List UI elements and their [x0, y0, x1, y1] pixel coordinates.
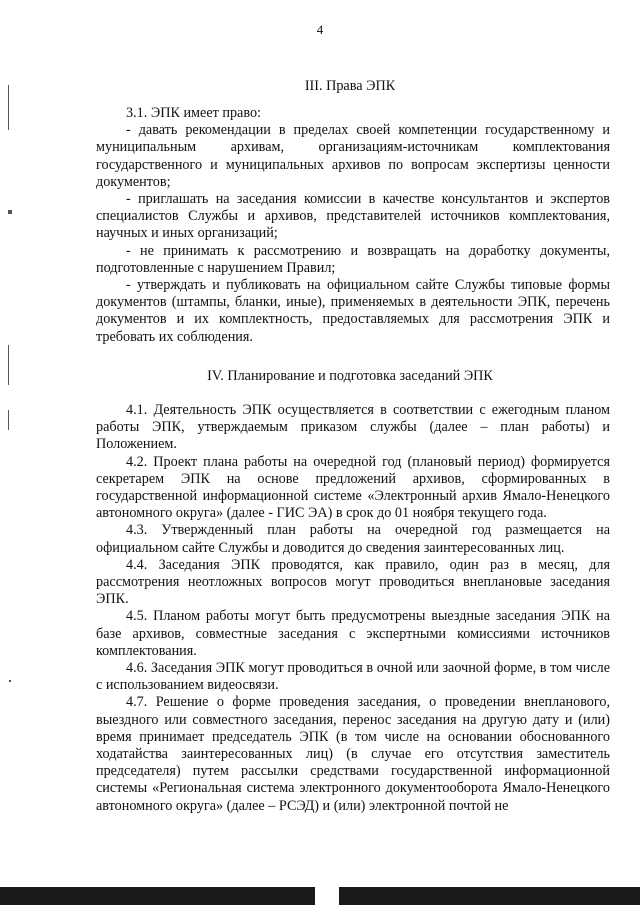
scan-mark: [8, 410, 9, 430]
scan-bottom-gap: [315, 887, 339, 905]
section-4-heading: IV. Планирование и подготовка заседаний ЭПК: [207, 368, 493, 384]
section-4-body: [96, 402, 610, 815]
paragraph-3-1-d: - утверждать и публиковать на официальном сайте Службы типовые формы документов (штампы, бланки, иные), применяемых в деятельности ЭПК, перечень документов и их комплектность, предоставляемых для рассмотрения ЭПК и требовать их соблюдения.: [96, 277, 610, 345]
scan-mark: [8, 345, 9, 385]
paragraph-4-6: 4.6. Заседания ЭПК могут проводиться в очной или заочной форме, в том числе с использованием видеосвязи.: [96, 660, 610, 694]
paragraph-4-3: 4.3. Утвержденный план работы на очередной год размещается на официальном сайте Службы и доводится до сведения заинтересованных лиц.: [96, 522, 610, 556]
paragraph-4-5: 4.5. Планом работы могут быть предусмотрены выездные заседания ЭПК на базе архивов, совместные заседания с экспертными комиссиями источников комплектования.: [96, 608, 610, 659]
paragraph-4-1: 4.1. Деятельность ЭПК осуществляется в соответствии с ежегодным планом работы ЭПК, утверждаемым приказом службы (далее – план работы) и Положением.: [96, 402, 610, 453]
scan-bottom-edge: [0, 887, 640, 905]
paragraph-3-1: 3.1. ЭПК имеет право:: [126, 105, 261, 121]
section-3-heading: III. Права ЭПК: [304, 78, 396, 94]
paragraph-3-1-b: - приглашать на заседания комиссии в качестве консультантов и экспертов специалистов Службы и архивов, представителей источников комплектования, научных и иных организаций;: [96, 191, 610, 242]
page-number: 4: [316, 22, 324, 37]
paragraph-3-1-c: - не принимать к рассмотрению и возвращать на доработку документы, подготовленные с нарушением Правил;: [96, 242, 610, 276]
paragraph-4-4: 4.4. Заседания ЭПК проводятся, как правило, один раз в месяц, для рассмотрения неотложных вопросов могут проводиться внеплановые заседания ЭПК.: [96, 556, 610, 608]
paragraph-4-7: 4.7. Решение о форме проведения заседания, о проведении внепланового, выездного или совместного заседания, перенос заседания на другую дату и (или) время принимает председатель ЭПК (в том числе на основании обоснованного ходатайства заинтересованных лиц) (в случае его отсутствия заместитель председателя) путем рассылки средствами государственной информационной системы «Региональная система электронного документооборота Ямало-Ненецкого автономного округа» (далее – РСЭД) и (или) электронной почтой не: [96, 694, 610, 814]
scan-mark: [8, 85, 9, 130]
paragraph-4-2: 4.2. Проект плана работы на очередной год (плановый период) формируется секретарем ЭПК на основе предложений архивов, сформированных в государственной информационной системе «Электронный архив Ямало-Ненецкого автономного округа» (далее - ГИС ЭА) в срок до 01 ноября текущего года.: [96, 453, 610, 522]
paragraph-3-1-a: - давать рекомендации в пределах своей компетенции государственному и муниципальным архивам, организациям-источникам комплектования государственного и муниципальных архивов по вопросам экспертизы ценности документов;: [96, 122, 610, 190]
scan-mark: [8, 210, 12, 214]
section-3-body: [96, 105, 610, 346]
scan-mark: [9, 680, 11, 682]
